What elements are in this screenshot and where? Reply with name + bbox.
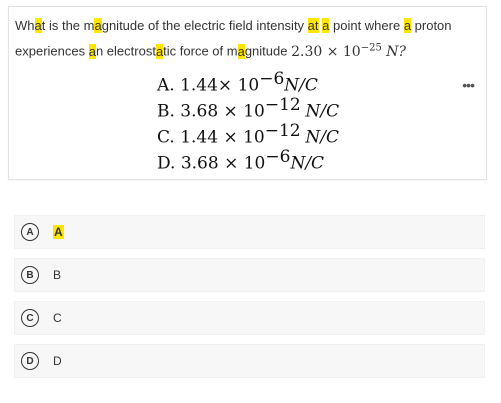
highlighted-fragment: a [322,18,330,33]
option-value: D. 3.68 × 10 [157,153,266,174]
question-fragment: t is the m [41,18,95,33]
answer-option-b[interactable] [14,258,485,292]
option-label-a[interactable]: A [54,225,63,239]
highlighted-fragment: a [155,43,164,59]
option-badge-c[interactable]: C [21,309,39,327]
highlighted-fragment: a [94,18,102,33]
option-unit: N/C [284,75,318,96]
question-fragment: proton experiences [15,18,452,59]
option-unit: N/C [305,101,340,122]
option-exponent: −12 [264,95,301,115]
option-value: C. 1.44 × 10 [157,127,265,148]
highlighted-fragment: a [34,18,42,33]
option-value: B. 3.68 × 10 [157,101,265,122]
question-fragment: tic force of m [163,43,238,59]
option-badge-a[interactable]: A [21,223,39,241]
option-line-c [157,121,339,148]
options-image [143,65,344,177]
option-exponent: −12 [264,121,301,141]
option-value: A. 1.44× 10 [157,75,260,96]
force-base: 2.30 × 10 [291,43,361,60]
highlighted-fragment: at [307,18,319,33]
option-badge-d[interactable]: D [21,352,39,370]
force-unit: N? [381,43,407,60]
answer-option-d[interactable] [14,344,485,378]
option-unit: N/C [305,127,339,148]
option-label-b[interactable]: B [53,268,62,282]
highlighted-fragment: a [403,18,412,33]
question-text [15,15,483,63]
option-unit: N/C [290,153,325,174]
option-badge-b[interactable]: B [21,266,39,284]
answer-option-a[interactable] [14,215,485,249]
option-label-d[interactable]: D [53,354,62,368]
option-line-b [157,95,339,122]
question-fragment: gnitude [244,43,292,59]
highlighted-fragment: a [88,43,96,59]
question-fragment: point where [329,18,404,33]
force-value [291,44,406,60]
force-exponent: −25 [360,42,382,53]
question-fragment: gnitude of the electric field intensity [101,18,308,33]
question-card [8,6,487,180]
answer-option-c[interactable] [14,301,485,335]
highlighted-fragment: a [237,43,245,59]
option-exponent: −6 [265,147,291,167]
option-line-d [157,147,324,174]
option-exponent: −6 [259,69,285,89]
option-line-a [157,69,318,96]
question-fragment: Wh [15,18,35,33]
more-options-icon[interactable]: ••• [462,77,474,93]
option-label-c[interactable]: C [53,311,62,325]
question-fragment: n electrost [95,43,156,59]
